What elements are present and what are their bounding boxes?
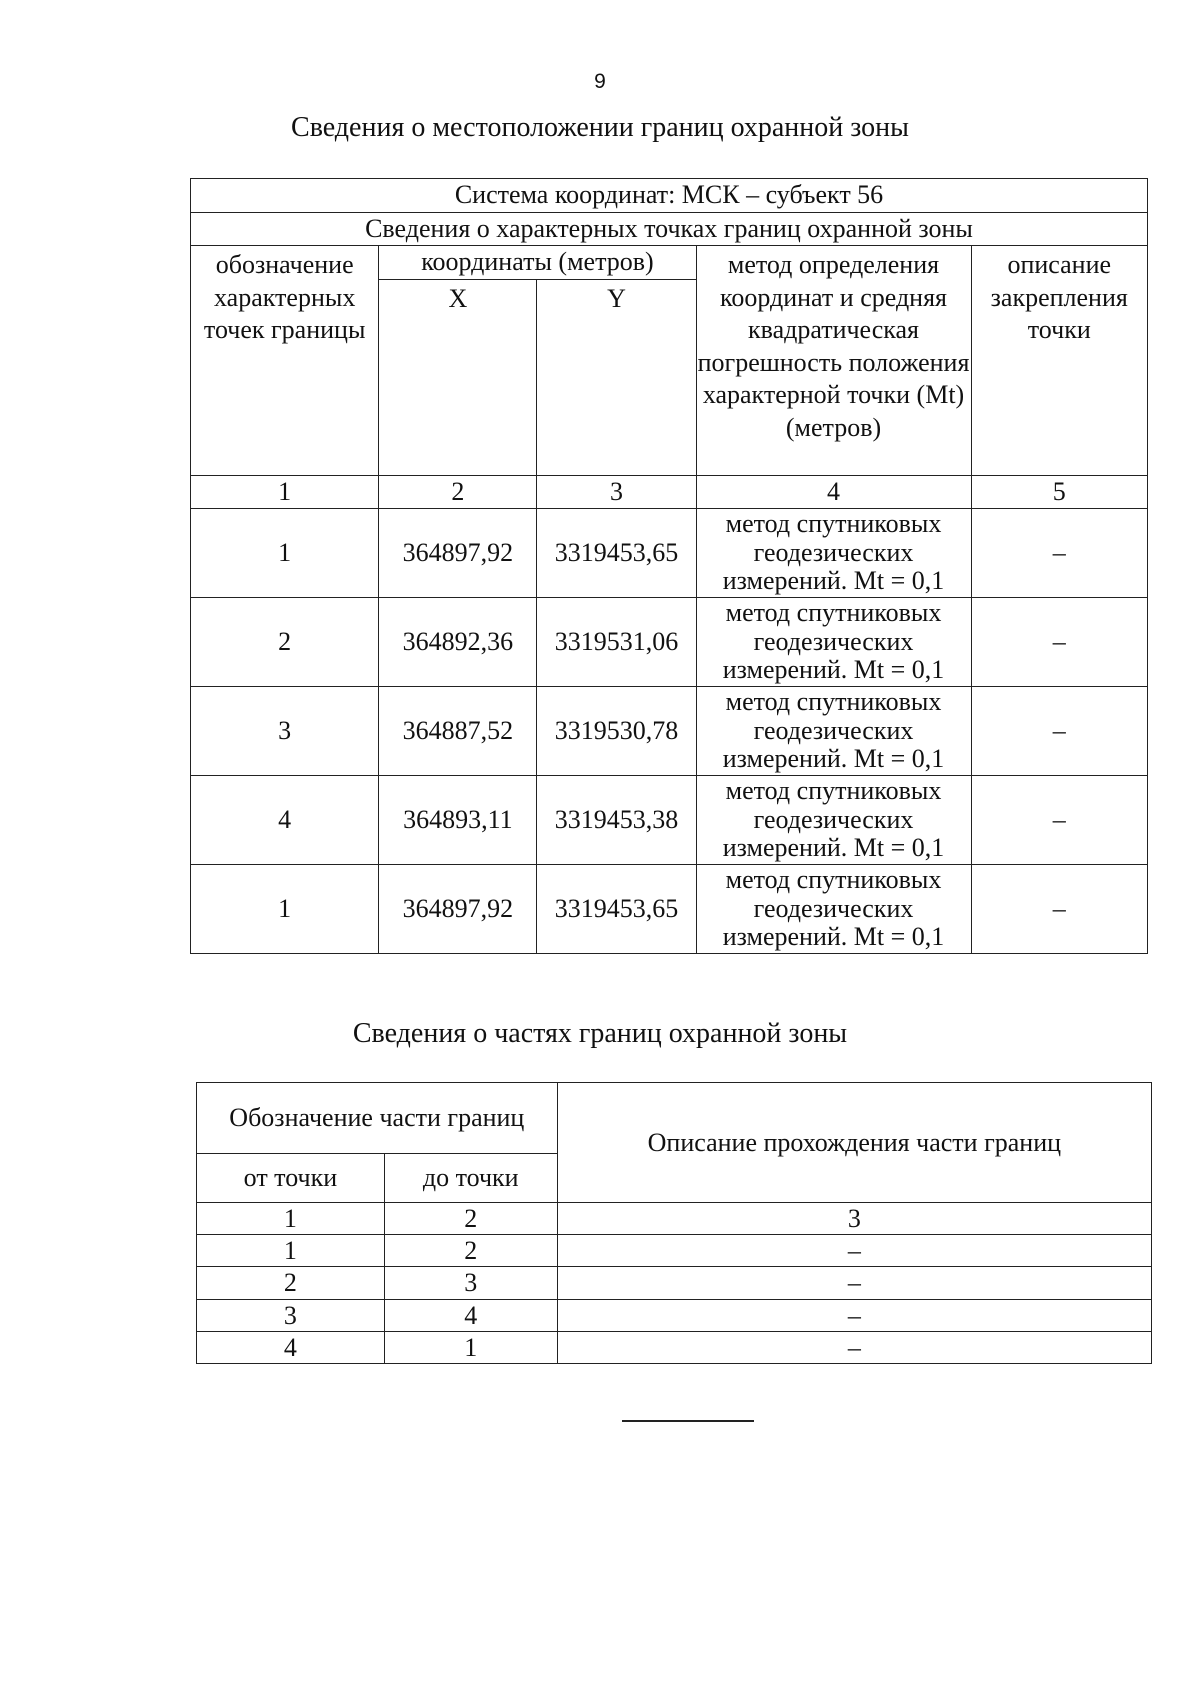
- table-row: [191, 776, 1148, 865]
- table-row: [191, 865, 1148, 954]
- closing-line: [622, 1420, 754, 1422]
- coord-x: 364897,92: [379, 865, 537, 954]
- to-point: 3: [384, 1267, 557, 1299]
- fixing-text: –: [971, 865, 1148, 954]
- table-row: [197, 1299, 1152, 1331]
- coord-x: 364892,36: [379, 598, 537, 687]
- point-id: 2: [191, 598, 379, 687]
- method-text: метод спутниковых геодезических измерений. Mt = 0,1: [696, 598, 971, 687]
- col-header-x: X: [379, 279, 537, 475]
- table-row: [197, 1331, 1152, 1363]
- coord-y: 3319453,65: [537, 509, 696, 598]
- boundary-parts-table: [196, 1082, 1152, 1364]
- table-row: [191, 509, 1148, 598]
- table-row: [191, 687, 1148, 776]
- part-description: –: [557, 1267, 1151, 1299]
- coord-y: 3319453,38: [537, 776, 696, 865]
- to-point: 4: [384, 1299, 557, 1331]
- fixing-text: –: [971, 509, 1148, 598]
- coord-y: 3319531,06: [537, 598, 696, 687]
- coord-y: 3319453,65: [537, 865, 696, 954]
- col-header-part: Обозначение части границ: [197, 1083, 558, 1154]
- coord-y: 3319530,78: [537, 687, 696, 776]
- from-point: 3: [197, 1299, 385, 1331]
- from-point: 4: [197, 1331, 385, 1363]
- point-id: 1: [191, 509, 379, 598]
- coord-x: 364893,11: [379, 776, 537, 865]
- col-number: 1: [197, 1203, 385, 1235]
- col-header-designation: обозначение характерных точек границы: [191, 246, 379, 476]
- method-text: метод спутниковых геодезических измерений. Mt = 0,1: [696, 509, 971, 598]
- point-id: 4: [191, 776, 379, 865]
- col-header-coordinates: координаты (метров): [379, 246, 696, 280]
- page-number: 9: [594, 70, 606, 93]
- fixing-text: –: [971, 687, 1148, 776]
- section-title-boundary-location: Сведения о местоположении границ охранной зоны: [291, 112, 909, 143]
- table-row: [197, 1267, 1152, 1299]
- col-header-to: до точки: [384, 1154, 557, 1203]
- boundary-points-table: [190, 178, 1148, 954]
- col-number: 4: [696, 475, 971, 509]
- col-number: 1: [191, 475, 379, 509]
- method-text: метод спутниковых геодезических измерений. Mt = 0,1: [696, 687, 971, 776]
- fixing-text: –: [971, 776, 1148, 865]
- col-header-fixing: описание закрепления точки: [971, 246, 1148, 476]
- section-title-boundary-parts: Сведения о частях границ охранной зоны: [352, 1018, 848, 1049]
- part-description: –: [557, 1299, 1151, 1331]
- col-number: 2: [384, 1203, 557, 1235]
- table-row: [191, 598, 1148, 687]
- point-id: 3: [191, 687, 379, 776]
- from-point: 2: [197, 1267, 385, 1299]
- table-row: [197, 1235, 1152, 1267]
- method-text: метод спутниковых геодезических измерений. Mt = 0,1: [696, 865, 971, 954]
- part-description: –: [557, 1235, 1151, 1267]
- coordinate-system-label: Система координат: МСК – субъект 56: [191, 179, 1148, 213]
- to-point: 2: [384, 1235, 557, 1267]
- col-number: 3: [537, 475, 696, 509]
- col-number: 3: [557, 1203, 1151, 1235]
- col-number: 5: [971, 475, 1148, 509]
- from-point: 1: [197, 1235, 385, 1267]
- fixing-text: –: [971, 598, 1148, 687]
- method-text: метод спутниковых геодезических измерений. Mt = 0,1: [696, 776, 971, 865]
- coord-x: 364897,92: [379, 509, 537, 598]
- part-description: –: [557, 1331, 1151, 1363]
- col-header-from: от точки: [197, 1154, 385, 1203]
- col-header-description: Описание прохождения части границ: [557, 1083, 1151, 1203]
- point-id: 1: [191, 865, 379, 954]
- col-header-method: метод определения координат и средняя квадратическая погрешность положения характерной точки (Mt) (метров): [696, 246, 971, 476]
- points-heading: Сведения о характерных точках границ охранной зоны: [191, 212, 1148, 246]
- to-point: 1: [384, 1331, 557, 1363]
- col-header-y: Y: [537, 279, 696, 475]
- col-number: 2: [379, 475, 537, 509]
- coord-x: 364887,52: [379, 687, 537, 776]
